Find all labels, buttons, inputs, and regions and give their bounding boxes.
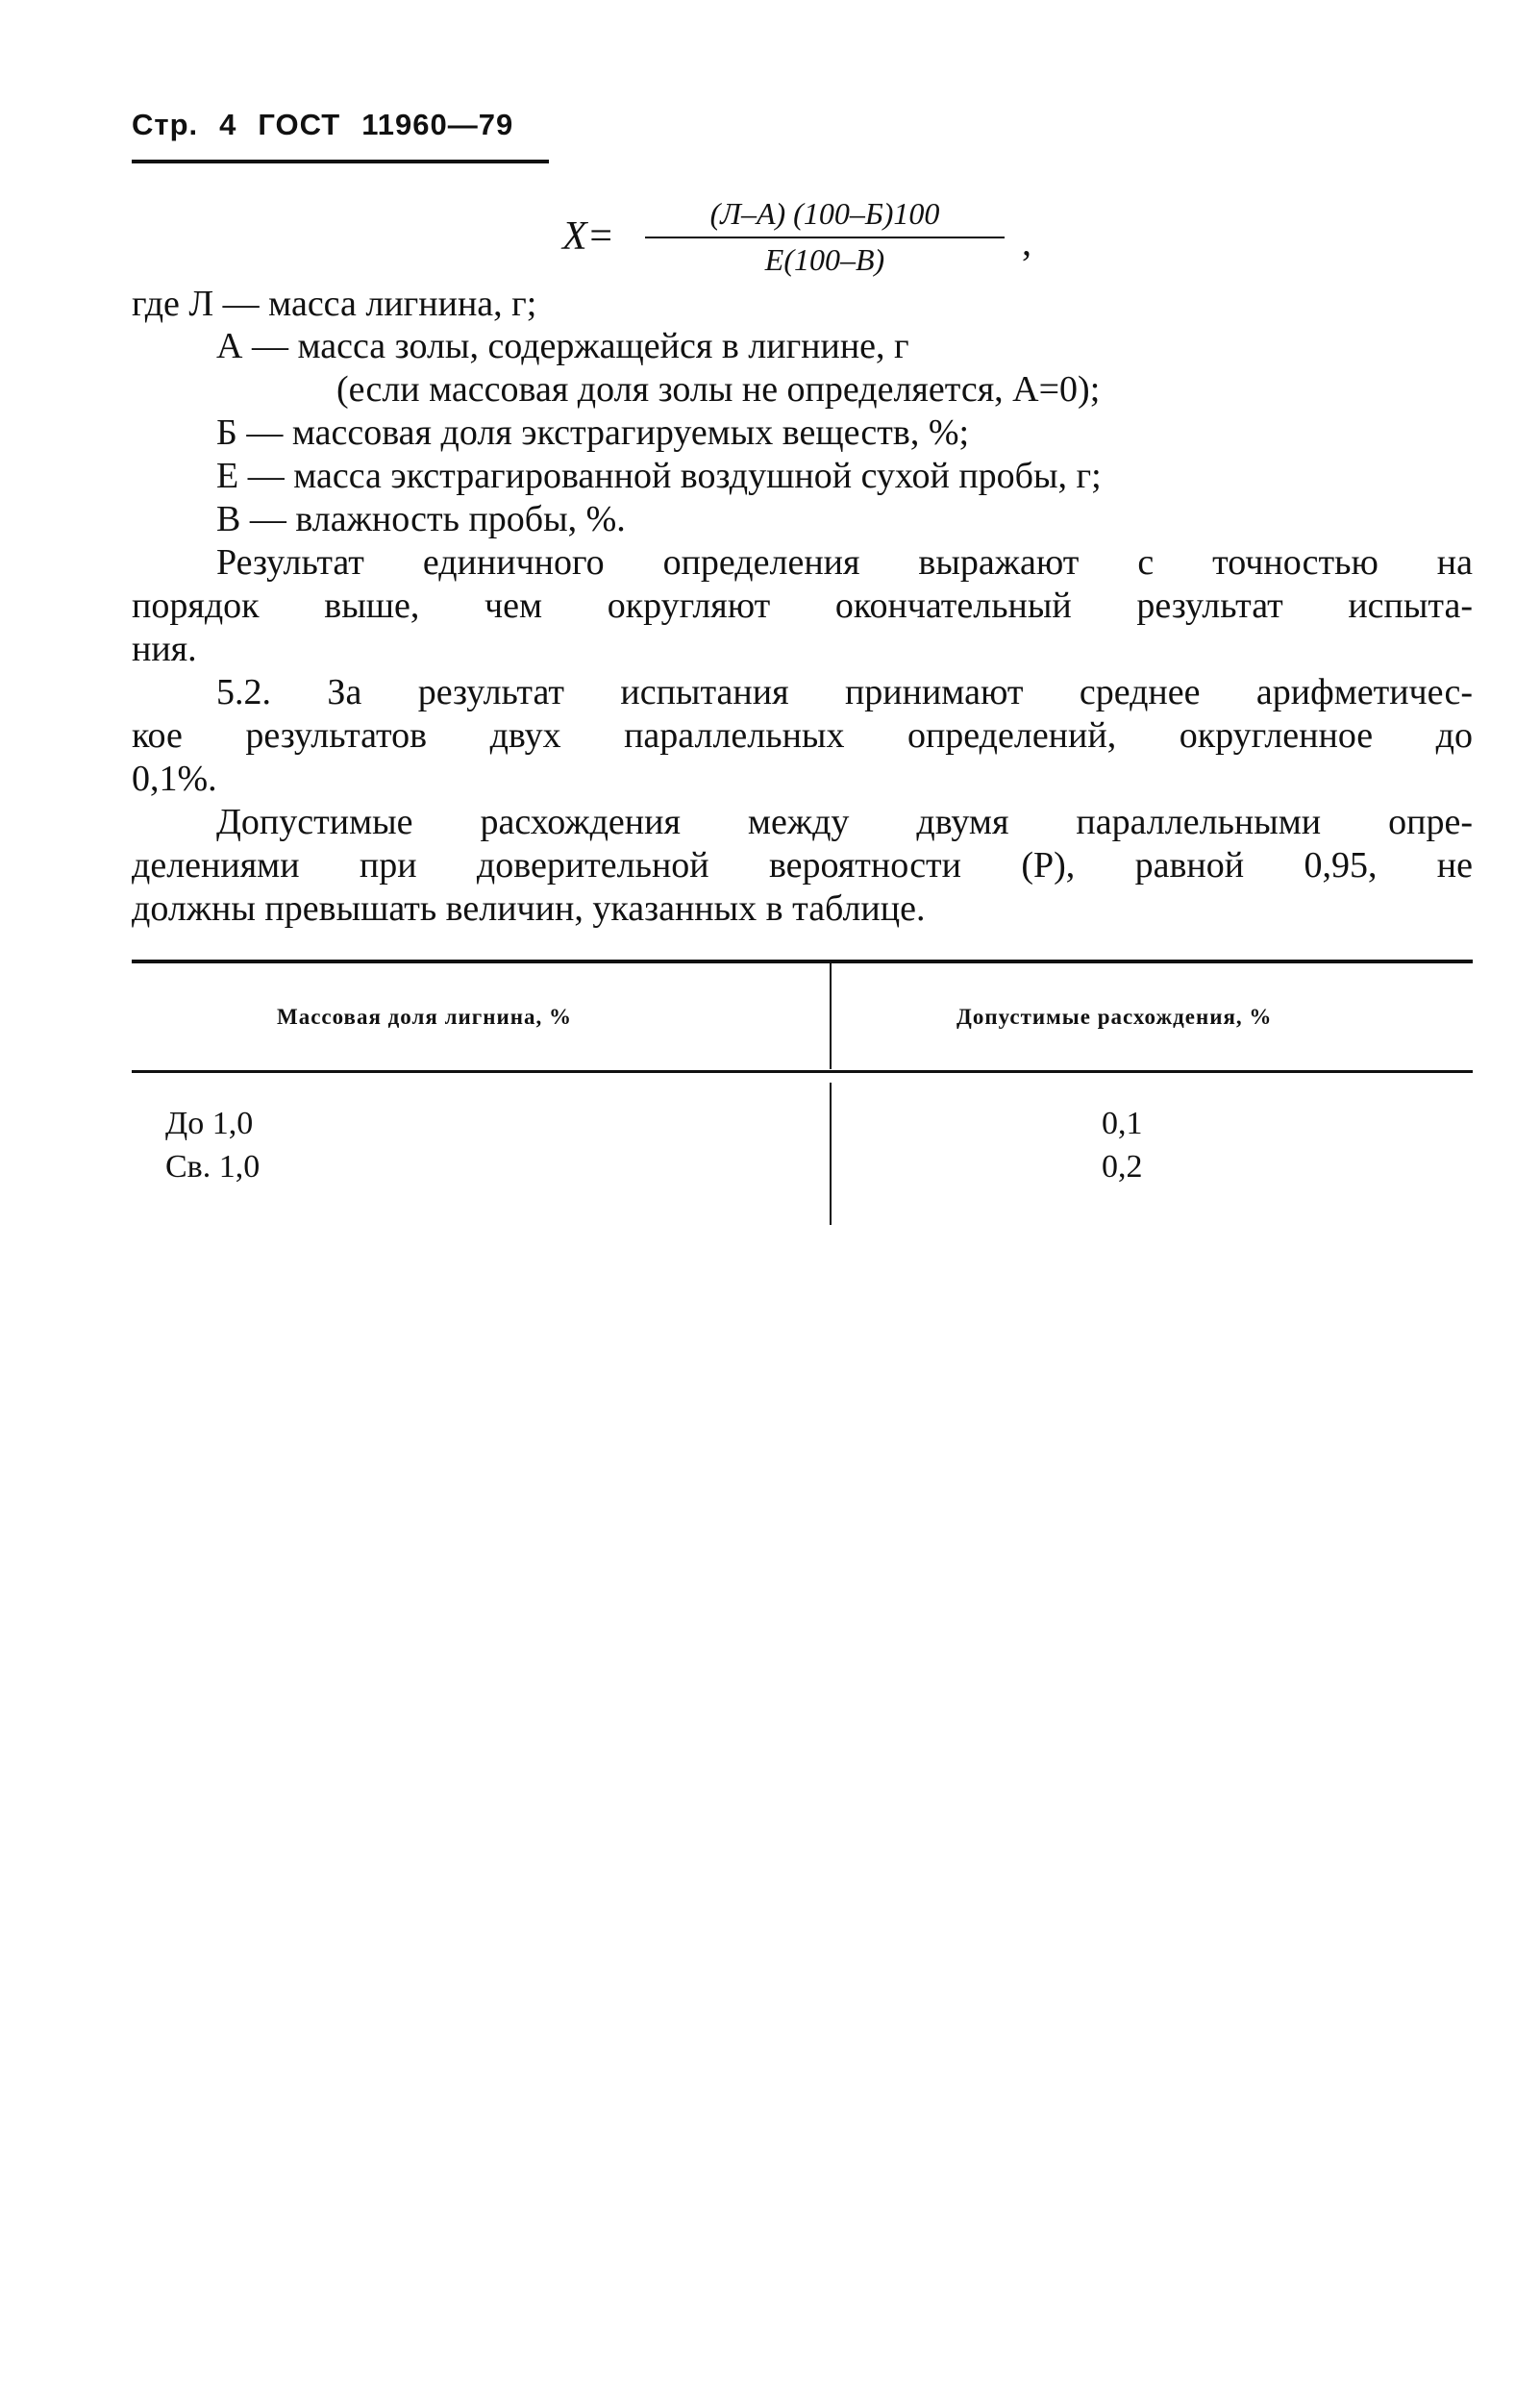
standard-number: 11960—79 [361, 108, 514, 141]
definition-line: где Л — масса лигнина, г; [132, 284, 537, 324]
paragraph-line: делениями при доверительной вероятности (Р), равной 0,95, не [132, 845, 1473, 886]
paragraph-line: 0,1%. [132, 759, 217, 799]
paragraph-line: должны превышать величин, указанных в таблице. [132, 888, 926, 929]
table-cell: 0,2 [1102, 1149, 1143, 1185]
formula-denominator: Е(100–В) [764, 242, 885, 277]
definition-line: В — влажность пробы, %. [216, 499, 626, 539]
table-header-divider [830, 963, 832, 1069]
definition-line: (если массовая доля золы не определяется, А=0); [336, 369, 1101, 410]
definition-line: Б — массовая доля экстрагируемых веществ, %; [216, 412, 970, 453]
fraction-bar [645, 237, 1005, 238]
header-rule [132, 160, 549, 163]
formula-numerator: (Л–А) (100–Б)100 [709, 196, 940, 231]
formula-trailing: , [1022, 220, 1031, 263]
table-cell: 0,1 [1102, 1106, 1143, 1141]
page-label: Стр. [132, 108, 199, 141]
paragraph-line: 5.2. За результат испытания принимают среднее арифметичес- [216, 672, 1473, 712]
table-header-allowed-deviation: Допустимые расхождения, % [956, 1005, 1273, 1029]
paragraph-line: ния. [132, 629, 197, 669]
table-top-rule [132, 960, 1473, 963]
formula [562, 192, 1062, 279]
paragraph-line: кое результатов двух параллельных определений, округленное до [132, 715, 1473, 756]
page-number: 4 [219, 108, 237, 141]
table-body-divider [830, 1083, 832, 1225]
paragraph-line: Допустимые расхождения между двумя параллельными опре- [216, 802, 1473, 842]
table-cell: Св. 1,0 [165, 1149, 261, 1185]
definition-line: Е — масса экстрагированной воздушной сухой пробы, г; [216, 456, 1102, 496]
table-header-rule [132, 1070, 1473, 1073]
page-header [132, 108, 534, 142]
formula-fraction [645, 192, 1005, 279]
standard-name: ГОСТ [258, 108, 341, 141]
paragraph-line: порядок выше, чем округляют окончательный результат испыта- [132, 586, 1473, 626]
table-header-lignin-share: Массовая доля лигнина, % [277, 1005, 572, 1029]
definition-line: А — масса золы, содержащейся в лигнине, г [216, 326, 909, 366]
formula-lhs: X= [562, 214, 614, 259]
paragraph-line: Результат единичного определения выражают с точностью на [216, 542, 1473, 583]
table-cell: До 1,0 [165, 1106, 254, 1141]
